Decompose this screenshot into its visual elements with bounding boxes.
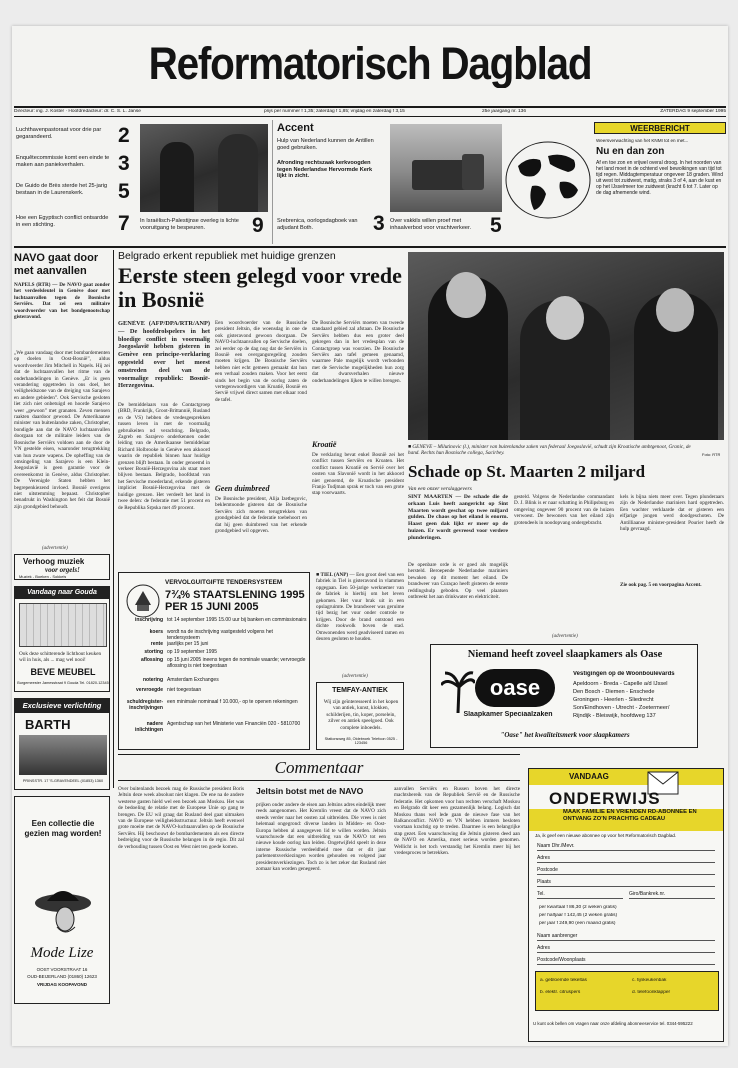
masthead-rule [14,106,726,108]
commentaar-col1: Over buitenlands bezoek mag de Russische president Boris Jeltsin deze week absoluut niet klagen. De ene na de andere westerse gasten hield wel een bezoek aan Moskou. Het was de bedoeling de relatie met de Europese Unie op gang te brengen. De EU wil graag dat Rusland deel gaat uitmaken van de Europese veiligheidsstructuur. Jeltsin heeft evenwel grote moeite met de NAVO-luchtaanvallen op de Bosnische Serviërs. Hij beschouwt de bombardementen als een directe bedreiging voor de Russische belangen in de regio. Dit zal de verhouding tussen Oost en West niet ten goede komen. [118,786,244,850]
form-field-address[interactable]: Adres [537,855,715,863]
ad-modelize[interactable] [14,796,110,1004]
ad-gouda[interactable] [14,586,110,692]
gift-option[interactable]: c. fijnkeukenbak [632,978,667,983]
teaser-page: 2 [118,124,130,147]
belgrado-lead [118,320,210,390]
table-row-label: koers [149,629,163,635]
ad-barth-brand: BARTH [25,717,71,732]
teaser-page: 3 [118,152,130,175]
commentaar-rule [118,780,520,781]
form-field-account[interactable]: Giro/Bankrek.nr. [629,891,715,899]
stmaarten-article [408,462,724,632]
table-row-value: Amsterdam Exchanges [167,677,219,683]
subscription-today: VANDAAG [529,769,723,785]
ad-modelize-brand: Mode Lize [30,945,94,961]
palm-tree-icon [441,669,475,713]
strip-rule [14,246,726,248]
teaser-item[interactable] [14,180,134,208]
weather-source: Weersverwachting van het KNMI tot en met... [596,138,689,143]
masthead-staff: Directeur: ing. J. Koster · Hoofdredacteur: dr. C. S. L. Janse [14,109,141,114]
ad-gouda-addr: Burgemeester Jamesstraat 9 Gouda Tel. 01820-12345 [17,681,109,685]
oase-store: Groningen - Heerlen - Sliedrecht [573,697,654,703]
teaser-text: Luchthavenpastoraat voor drie par gegarandeerd. [16,127,102,140]
teaser-page: 3 [373,212,385,235]
ad-label: (advertentie) [42,546,68,551]
teaser-ovl-caption: Over vakkils willen proef met inhaalverbod voor vrachtverkeer. [390,218,472,231]
subscription-promo: MAAK FAMILIE EN VRIENDEN RD-ABONNEE EN ONTVANG ZO'N PRACHTIG CADEAU [563,809,697,822]
stmaarten-lead-text: — De schade die de orkaan Luis heeft aangericht op Sint Maarten wordt geschat op twee miljard gulden. De chaos op het eiland is enorm. Haast geen dak lijkt er meer op de huizen. Er wordt gevreesd voor verdere plunderingen. [408,494,508,541]
oase-sub: Slaapkamer Speciaalzaken [463,711,553,718]
teaser-item[interactable] [14,124,134,152]
oase-store: Rijndijk - Bleiswijk, hoofdweg 137 [573,713,656,719]
gift-option[interactable]: a. gebloemde tekeltas [540,978,587,983]
tiel-article [316,572,404,672]
ad-gouda-brand: BEVE MEUBEL [30,667,96,677]
accent-box [272,120,386,244]
ad-verhoog-extra: Muziek - Boeken - Sokkels [19,574,67,579]
ad-verhoog-title: Verhoog muziek [23,557,85,566]
staatslening-header: VERVOLGUITGIFTE TENDERSYSTEEM [165,579,283,586]
table-row-label: vervroegde [136,687,163,693]
subscription-option[interactable]: per jaar f 249,90 (een maand gratis) [539,921,616,926]
temfay-address: Stationsweg 85, Oldebroek Telefoon 0525 - 123456 [324,737,398,745]
belgrado-dateline: GENÈVE (AFP/DPA/RTR/ANP) [118,320,210,327]
stmaarten-body2: gesteld. Volgens de Nederlandse commandant D. J. Blink is er naar schatting in Philipsburg en omgeving ongeveer 90 procent van de huizen verwoest. De bewoners van het eiland zijn grotendeels in noodopvang ondergebracht. [514,494,614,526]
belgrado-subhead-2: Geen duimbreed [215,484,270,493]
belgrado-col2: Een woordvoerder van de Russische president Jeltsin, die woensdag in one de ook gisteravond gewoon doorgaan. De NAVO-luchtaanvallen op Servische doelen, zei eerder op de dag nog dat de Serviërs in Bosnië een overgangsregeling zouden moeten krijgen. De Bosnische Serviërs hebben niet echt gemeen gemaakt dat hun een verhaal zouden maken. Voor het eerst sinds het begin van de oorlog zaten de vertegenwoordigers van Kroatië, Bosnië en Servië vrijwel direct samen met elkaar rond de tafel. [215,320,307,403]
table-row-value: tot 14 september 1995 15.00 uur bij banken en commissionairs [167,617,307,623]
navo-lead [14,282,110,320]
table-row-label: inschrijving [134,617,163,623]
stmaarten-byline: Van een onzer verslaggevers [408,486,472,492]
table-row-label: rente [150,641,163,647]
gift-option[interactable]: d. telefoonklapper [632,990,671,995]
masthead-price: prijs per nummer f 1,35; zaterdag f 1,85; vrijdag en zaterdag f 3,15 [264,109,405,114]
ad-modelize-addr1: OOST VOORSTRAAT 16 [36,967,88,972]
table-row-label: notering [143,677,163,683]
ad-verhoog-sub: voor orgels! [45,566,80,574]
commentaar-rule [118,754,520,755]
accent-item[interactable]: Hulp van Nederland kunnen de Antillen goed gebruiken. [277,138,374,151]
oase-slogan: "Oase" het kwaliteitsmerk voor slaapkamers [500,731,630,739]
teaser-strip [14,120,726,244]
main-photo-caption: ■ GENÈVE – Milutinovic (l.), minister van buitenlandse zaken van federaal Joegoslavië, schudt zijn Kroatische ambtgenoot, Granic, de hand. Rechts hun Bosnische collega, Sacirbey. [408,444,691,457]
oase-tagline: Niemand heeft zoveel slaapkamers als Oase [467,649,663,660]
teaser-photo-israel[interactable] [140,124,268,212]
teaser-text: Enquêtecommissie komt een einde te maken aan paniekverhalen. [16,155,110,168]
ad-label: (advertentie) [552,634,578,639]
teaser-page: 7 [118,212,130,235]
weather-heading: WEERBERICHT [594,122,726,134]
table-row-label: storting [144,649,163,655]
ad-gouda-title: Vandaag naar Gouda [15,587,109,599]
subscription-option[interactable]: per halfjaar f 142,45 (2 weken gratis) [539,913,618,918]
commentaar-headline[interactable]: Jeltsin botst met de NAVO [256,786,364,796]
stmaarten-headline[interactable]: Schade op St. Maarten 2 miljard [408,462,646,481]
subscription-brand: ONDERWIJS [549,789,661,808]
navo-article [14,252,110,542]
staatslening-table [123,617,307,747]
ad-oase[interactable] [430,644,698,748]
form-field-name[interactable]: Naam Dhr./Mevr. [537,843,715,851]
tiel-text: — Een groot deel van een fabriek in Tiel is gisteravond in vlammen opgegaan. Een 50-jarige werknemer van de fabriek is hierbij om het leven gekomen. Het vuur brak uit in een opslagruimte. De brandweer was geruime tijd bezig het vuur onder controle te krijgen. Door de brand ontstond een dichte rookwolk boven de stad. Omwonenden werd geadviseerd ramen en deuren gesloten te houden. [316,572,404,643]
form-field-phone[interactable]: Tel. [537,891,623,899]
belgrado-lead-text: — De hoofdrolspelers in het bloedige conflict in voormalig Joegoslavië hebben gisteren in Genève een principe-verklaring opgesteld over het meest omstreden deel van de voormalige republiek: Bosnië-Herzegovina. [118,327,210,390]
person-silhouette [160,142,194,212]
stmaarten-more[interactable]: Zie ook pag. 5 en voorpagina Accent. [620,582,702,588]
commentaar-col3: aanvallen Serviërs en Russen boven het directe machtsbereik van de Republiek Servië en de Russische federatie. Het opkomen voor hun rechten verschaft Moskou en Belgrado dit keer een gezamenlijk belang. Logisch dat Moskou thans wel lede gaan de nieuwe fase van het Balkanconflict. NAVO en VN hebben immers besloten voortaan krachtig op te treden. Daarmee is een belangrijke stap gezet. Een waarschuwing die Jeltsin gisteren deed aan de NAVO en Amerika, moet serieus worden genomen. Wellicht is het toch verstandig het Kremlin meer bij het vredesproces te betrekken. [394,786,520,857]
face-silhouette [446,272,486,318]
table-row-value: op 15 juni 2005 ineens tegen de nominale waarde; vervroegde aflossing is niet toegestaan [167,657,306,669]
ad-temfay[interactable] [316,682,404,750]
form-field-referrer-city[interactable]: Postcode/Woonplaats [537,957,715,965]
accent-item[interactable]: Afronding rechtszaak kerkvoogden tegen Nederlandse Hervormde Kerk lijkt in zicht. [277,160,373,179]
ad-gouda-text: Ook deze schitterende lichthout keuken wil in huis, als ... mag wel nooi! [19,651,102,664]
masthead-rule-2 [14,116,726,117]
teaser-photo-truck[interactable] [390,124,502,212]
ad-barth-title: Exclusieve verlichting [15,699,109,713]
table-row-value: niet toegestaan [167,687,202,693]
belgrado-col3: De Bosnische Serviërs moeten van tweede standaard gebied zal afstaan. De Bosnische Serviërs hebben dus een groter deel gekregen dan in het vredesplan van de Contactgroep was voorzien. De Bosnische Serviërs aan tafel gemeen genaamd, waarmee Pale mogelijk wordt verbonden met de Servische mogelijkheden hun zorg dat dwarsverhalen nieuwe onderhandelingen lijken te willen brengen. [312,320,404,384]
table-row-label: nadere inlichtingen [134,721,163,733]
oase-store: Son/Eindhoven - Utrecht - Zoetermeer/ [573,705,670,711]
tiel-dateline: ■ TIEL (ANP) [316,572,349,578]
oase-stores-header: Vestigingen op de Woonboulevards [573,671,675,677]
stmaarten-dateline: SINT MAARTEN [408,494,453,500]
belgrado-headline[interactable]: Eerste steen gelegd voor vrede in Bosnië [118,264,402,312]
accent-item[interactable]: Srebrenica, oorlogsdagboek van adjudant Both. [277,218,358,231]
teaser-page: 9 [252,214,264,237]
commentaar-section: Commentaar [274,758,364,777]
belgrado-kicker: Belgrado erkent republiek met huidige grenzen [118,250,336,262]
stmaarten-body3: kels is bijna niets meer over. Tegen plunderaars zijn de Nederlandse mariniers hard opgetreden. Een wachter verklaarde dat er gisteren een elfjarige jongen werd doodgeschoten. De Antilliaanse minister-president Pourier heeft de hulp gevraagd. [620,494,724,533]
masthead-date: ZATERDAG 9 september 1995 [660,109,726,114]
table-row-value: op 19 september 1995 [167,649,218,655]
navo-dateline: NAPELS (RTR) [14,282,51,288]
weather-headline: Nu en dan zon [596,146,665,157]
navo-body: „We gaan vandaag door met bombardementen op doelen in Oost-Bosnië”, aldus woordvoerder Jim Mitchell in Napels. Hij zei dat de luchtaanvallen het ritme van de onderhandelingen in Genève. „Er is geen verandering opgetreden in ons doel, het veiligheidszone van de dreiging van Sarajevo en andere gebieden”. Ook Servische gesloten liet zich niet onbetuigd en hoorde Sarajevo weer „gewoon” met granaten. Zeven mensen raakten daardoor gewond. De Amerikaanse minister van buitenlandse zaken, Christopher, bondigde aan dat de NAVO luchtaanvallen doorgaan tot de militaire leiders van de Bosnische Serviërs voldoen aan de door de VN gestelde eisen, waaronder terugtrekking van hun zware wapens. De opheffing van de omsingeling van Sarajevo is een Klein-Joegoslavië is geen garantie voor de overeenkomst in Genève, aldus Christopher. De Verenigde Staten hebben het begrepenkiezend invloed. Bosnië overigens niet uitstemming bepaast. Christopher benadrukt in Washington het feit dat Bosnië zijn grondgebied behoudt. [14,350,110,510]
furniture-image [19,603,107,647]
face-silhouette [656,288,694,332]
state-seal-icon [125,583,161,619]
ad-staatslening[interactable] [118,572,310,750]
weather-box [594,120,726,244]
teaser-text: De Guido de Brès sterde het 25-jarig bestaan in de Laurenskerk. [16,183,108,196]
lamp-image [19,735,107,775]
oase-store: Apeldoorn - Breda - Capelle a/d IJssel [573,681,668,687]
face-silhouette [546,296,584,340]
ad-label: (advertentie) [342,674,368,679]
person-silhouette [218,134,258,212]
ad-modelize-addr2: OUD-BEIJERLAND (01860) 12623 [27,974,97,979]
temfay-name: TEMFAY-ANTIEK [332,687,388,694]
ad-modelize-text: Een collectie die gezien mag worden! [24,819,102,838]
navo-lead-text: — De NAVO gaat zonder het verdeelsleutel in Genève door met luchtaanvallen tegen de Bosnische Serviërs. Dat zei een militaire woordvoerder van het bondgenootschap gisteravond. [14,282,110,321]
table-row-value: een minimale nominaal f 10.000,- op te openen rekeningen [167,699,298,705]
form-field-referrer-address[interactable]: Adres [537,945,715,953]
masthead-title: Reformatorisch Dagblad [148,40,592,88]
oase-logo: oase [475,669,555,707]
subscription-option[interactable]: per kwartaal f 86,30 (2 weken gratis) [539,905,617,910]
teaser-text: Hoe een Egyptisch conflict ontsardde in een stichting. [16,215,109,228]
gift-options [535,971,719,1011]
table-row-value: Agentschap van het Ministerie van Financiën 020 - 5810700 [167,721,301,727]
teaser-photo-caption: In Israëlisch-Palestijnse overleg is lichte vooruitgang te bespeuren. [140,218,239,231]
temfay-text: Wij zijn geïnteresseerd in het kopen van antiek, kunst, klokken, schilderijen, tin, koper, porselein, zilver en antiek speelgoed. Ook complete inboedels. [323,699,399,731]
belgrado-col3b: De verklaring bevat enkel Bosnië zei het conflict tussen Serviërs en Kroaten. Het conflict tussen Kroatië en Servië over het oosten van Slavonië wordt in het akkoord niet genoemd, de Kroatische president Franjo Tudjman sprak er toch van een grote stap voorwaarts. [312,452,404,497]
accent-heading: Accent [277,122,314,134]
ad-subscription[interactable] [528,768,724,1042]
navo-headline[interactable]: NAVO gaat door met aanvallen [14,252,99,277]
weather-body: Af en toe zon en vrijwel overal droog. In het noorden van het land moet in de ochtend veel bewolkingen van tijd tot tijd regen. Middagtemperatuur ongeveer 18 graden. Wind uit west tot zuidwest, matig, straks 3 of 4, aan de kust en op het IJsselmeer toe zuidwest (kracht 6 tot 7. Later op de dag afnemende wind. [596,160,724,196]
truck-cab [462,154,484,190]
subscription-intro: Ja, ik geef een nieuwe abonnee op voor het Reformatorisch Dagblad. [535,833,677,838]
table-row-value: jaarlijks per 15 juni [167,641,209,647]
belgrado-article [118,250,404,566]
teaser-page: 5 [490,214,502,237]
teaser-item[interactable] [14,212,134,240]
ad-barth[interactable] [14,698,110,790]
masthead-volume: 25e jaargang nr. 136 [482,109,527,114]
ad-barth-addr: PRINSSTR. 17 'S-GRAVENDEEL (01853) 1360 [22,779,104,783]
subscription-footer: U kunt ook bellen om vragen naar onze afdeling abonneeservice tel. 0344-595222 [533,1021,693,1026]
belgrado-col1: De bemiddelaars van de Contactgroep (BRD, Frankrijk, Groot-Brittannië, Rusland en de VS) hebben de vredesgesprekken tussen leven in met de voormalig gebruikeiten nd verachting. Belgrado, Zagreb en Sarajevo onderkennen onder leiding van de Amerikaanse bemiddelaar Richard Holbrooke in Genève een akkoord waarin de republiek binnen haar huidige grenzen blijft bestaan. In onder genoemd in verkeer Bosnië-Herzegovina als staat moet blijven bestaan. Belgrado, hoofdstad van het Servische moederland, erkende gisteren impliciet Bosnië-Herzegovina met de huidige grenzen. Het verdeelt het land in twee delen: de federatie met 51 procent en de Republika Srpska met 49 procent. [118,402,210,511]
column-divider [113,250,114,788]
belgrado-col2b: De Bosnische president, Alija Izetbegovic, beklemtoonde gisteren dat de Bosnische Serviërs zich moeten terugtrekken van grondgebied dat de federatie toebehoort en dat hij geen duimbreed van het erkende grondgebied wil opgeven. [215,496,307,535]
globe-map-icon [504,138,592,222]
table-row-value: wordt na de inschrijving vastgesteld volgens het tendersysteem [167,629,273,641]
gift-option[interactable]: b. elektr. citruspers [540,990,581,995]
commentaar-col2: prijken onder andere de eisen aan Jeltsins adres eindelijk meer reeds aangenomen. Het Kremlin vreest dat de NAVO zich steeds verder naar het oosten zal uitbreiden. Die vrees is niet helemaal ongegrond: diverse landen in Midden- en Oost-Europa hebben al aangegeven lid te willen worden. Jeltsin waarschuwde dat een uitbreiding van de NAVO tot een nieuwe koude oorlog kan leiden. Ongetwijfeld speelt in deze interne Russische verdeeldheid mee dat er dit jaar parlementsverkiezingen worden gehouden en volgend jaar presidentsverkiezingen. Toch zo is het zeker dat Rusland niet zomaar kan worden genegeerd. [256,802,386,873]
stmaarten-body1: De openbare orde is er goed als mogelijk hersteld. Beroepende Nederlandse mariniers bewaken op dit moment het eiland. De brandweer van Curaçao heeft gisteren de eerste reddingshulp geboden. Op veel plaatsen ontbreekt het aan drinkwater en elektriciteit. [408,562,508,601]
teaser-list [14,120,134,244]
table-row-label: schuldregister-inschrijvingen [126,699,163,711]
ad-modelize-addr3: VRIJDAG KOOPAVOND [36,982,88,987]
form-field-postcode[interactable]: Postcode [537,867,715,875]
teaser-page: 5 [118,180,130,203]
main-photo-credit: Foto: RTR [702,452,721,457]
main-photo[interactable] [408,252,724,440]
oase-store: Den Bosch - Diemen - Enschede [573,689,655,695]
form-field-city[interactable]: Plaats [537,879,715,887]
hat-illustration-icon [33,877,93,937]
newspaper-page [12,26,728,1046]
table-row-label: aflossing [141,657,163,663]
teaser-item[interactable] [14,152,134,180]
form-field-referrer[interactable]: Naam aanbrenger [537,933,715,941]
staatslening-title: 7¾% STAATSLENING 1995 PER 15 JUNI 2005 [165,589,305,613]
belgrado-subhead-3: Kroatië [312,440,337,449]
ad-verhoog[interactable] [14,554,110,580]
stmaarten-lead [408,494,508,542]
